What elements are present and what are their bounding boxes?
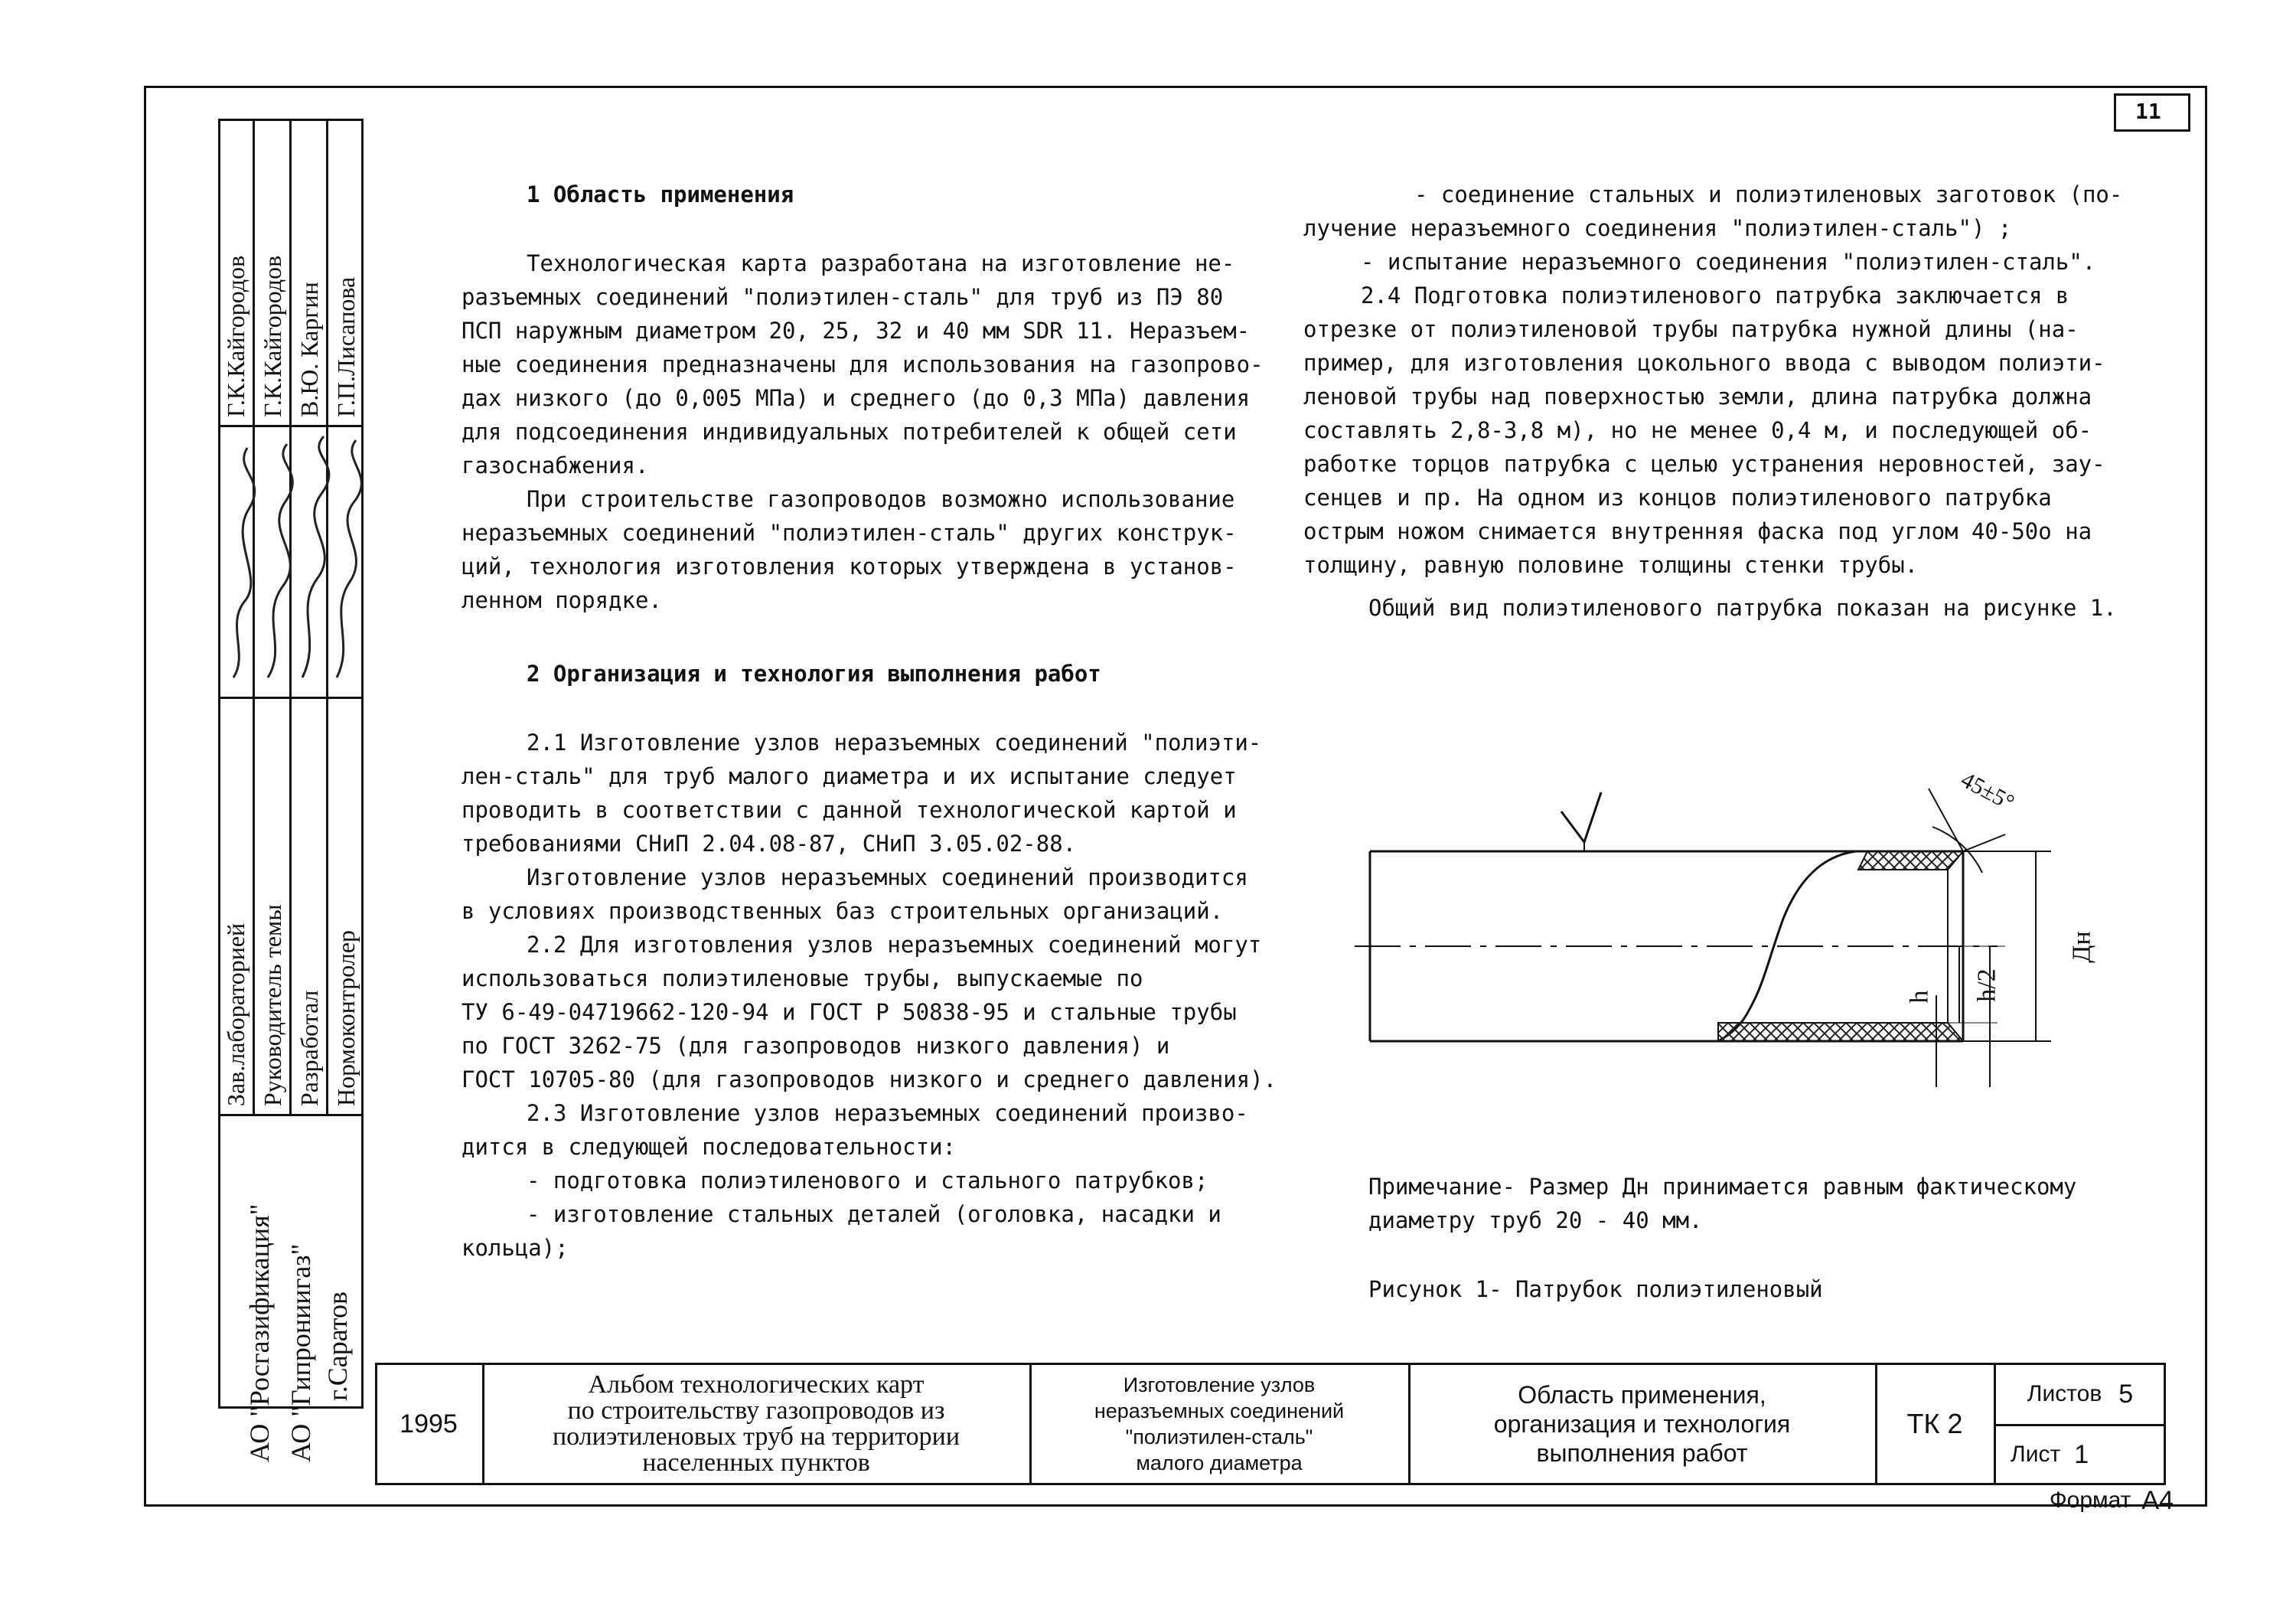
r-line-8: составлять 2,8-3,8 м), но не менее 0,4 м, и последующей об- [1303,417,2092,443]
org-line-3: г.Саратов [322,1292,353,1401]
r-line-6: пример, для изготовления цокольного ввода с выводом полиэти- [1303,350,2105,376]
tb-product [1031,1364,1407,1484]
format-label-value: А4 [2141,1486,2174,1515]
r-line-9: работке торцов патрубка с целью устранения неровностей, зау- [1303,451,2105,477]
r-line-2: лучение неразъемного соединения "полиэтилен-сталь") ; [1303,215,2012,241]
p3-line-6: в условиях производственных баз строительных организаций. [461,898,1224,924]
roughness-mark [1561,792,1601,842]
signature-block [218,425,364,697]
p1-line-5: дах низкого (до 0,005 МПа) и среднего (до 0,3 МПа) давления [461,385,1251,411]
p3-line-11: ГОСТ 10705-80 (для газопроводов низкого и среднего давления). [461,1066,1277,1092]
r-line-1: - соединение стальных и полиэтиленовых заготовок (по- [1414,181,2123,207]
format-label-text: Формат [2049,1487,2131,1513]
tb-album-line-1: Альбом технологических карт [588,1370,925,1399]
r-line-13: Общий вид полиэтиленового патрубка показан на рисунке 1. [1368,595,2117,621]
p1-line-7: газоснабжения. [461,452,649,478]
tb-section-line-3: выполнения работ [1536,1439,1748,1467]
tb-sheets [1995,1364,2165,1424]
tb-sheet-label: Лист [2011,1442,2061,1467]
tb-album [484,1364,1029,1484]
sidebar-role-4: Нормоконтролер [332,929,360,1106]
p1-line-2: разъемных соединений "полиэтилен-сталь" для труб из ПЭ 80 [461,284,1224,310]
tb-sheet-value: 1 [2074,1440,2089,1469]
r-line-5: отрезке от полиэтиленовой трубы патрубка нужной длины (на- [1303,316,2079,342]
tb-product-line-3: "полиэтилен-сталь" [1125,1425,1313,1448]
r-line-10: сенцев и пр. На одном из концов полиэтиленового патрубка [1303,485,2052,511]
p3-line-13: дится в следующей последовательности: [461,1134,957,1160]
r-line-3: - испытание неразъемного соединения "полиэтилен-сталь". [1361,249,2096,275]
tb-section-line-1: Область применения, [1518,1381,1766,1409]
angle-label: 45±5° [1956,766,2019,816]
note-line-2: диаметру труб 20 - 40 мм. [1368,1207,1703,1233]
tb-section-line-2: организация и технология [1493,1410,1791,1438]
r-line-7: леновой трубы над поверхностью земли, длина патрубка должна [1303,384,2092,410]
p2-line-2: неразъемных соединений "полиэтилен-сталь" других конструк- [461,520,1237,546]
tb-product-line-2: неразъемных соединений [1094,1399,1345,1422]
sidebar-name-1: Г.К.Кайгородов [222,255,249,417]
sidebar-role-3: Разработал [295,990,323,1106]
tb-product-line-4: малого диаметра [1136,1452,1303,1474]
p3-line-2: лен-сталь" для труб малого диаметра и их испытание следует [461,763,1237,789]
tb-product-line-1: Изготовление узлов [1123,1373,1316,1396]
tb-album-line-4: населенных пунктов [642,1448,870,1477]
p1-line-1: Технологическая карта разработана на изготовление не- [527,250,1235,276]
hatch-top [1858,851,1963,870]
p2-line-3: ций, технология изготовления которых утверждена в установ- [461,554,1237,580]
p3-line-10: по ГОСТ 3262-75 (для газопроводов низкого давления) и [461,1033,1170,1059]
tb-sheet [1995,1425,2165,1484]
p3-line-9: ТУ 6-49-04719662-120-94 и ГОСТ Р 50838-95 и стальные трубы [461,999,1237,1025]
sidebar-role-2: Руководитель темы [259,904,286,1106]
p2-line-1: При строительстве газопроводов возможно использование [527,486,1235,512]
r-line-11: острым ножом снимается внутренняя фаска под углом 40-50о на [1303,518,2092,544]
p1-line-3: ПСП наружным диаметром 20, 25, 32 и 40 мм SDR 11. Неразъем- [461,318,1251,344]
p3-line-7: 2.2 Для изготовления узлов неразъемных соединений могут [527,932,1262,958]
dim-h-label: h [1905,990,1934,1004]
tb-album-line-2: по строительству газопроводов из [567,1396,945,1425]
tb-album-line-3: полиэтиленовых труб на территории [552,1422,960,1451]
format-label [1944,1485,2174,1516]
note-line-1: Примечание- Размер Дн принимается равным фактическому [1368,1174,2077,1200]
tb-sheets-label: Листов [2027,1381,2102,1406]
r-line-4: 2.4 Подготовка полиэтиленового патрубка заключается в [1361,282,2069,309]
p3-line-4: требованиями СНиП 2.04.08-87, СНиП 3.05.02-88. [461,831,1077,857]
tb-code: ТК 2 [1906,1408,1963,1439]
p1-line-4: ные соединения предназначены для использования на газопрово- [461,351,1264,377]
p3-line-12: 2.3 Изготовление узлов неразъемных соединений произво- [527,1100,1248,1126]
section-2-heading: 2 Организация и технология выполнения работ [527,661,1101,687]
section-1-heading: 1 Область применения [527,181,794,207]
page-number: 11 [2135,99,2161,124]
r-line-12: толщину, равную половине толщины стенки трубы. [1303,552,1919,578]
p3-line-5: Изготовление узлов неразъемных соединений производится [527,864,1248,890]
p3-line-1: 2.1 Изготовление узлов неразъемных соединений "полиэти- [527,730,1262,756]
sidebar-name-4: Г.П.Лисапова [332,276,360,417]
p3-line-14: - подготовка полиэтиленового и стального патрубков; [527,1167,1208,1194]
dim-dn-label: Дн [2067,931,2096,963]
sidebar-name-3: В.Ю. Каргин [295,282,323,417]
tb-year: 1995 [400,1409,458,1438]
tb-section [1410,1364,1874,1484]
dim-h2-label: h/2 [1972,968,2001,1002]
hatch-bottom [1718,1023,1963,1041]
p1-line-6: для подсоединения индивидуальных потребителей к общей сети [461,419,1237,445]
pipe-drawing [1332,766,2143,1118]
figure-caption: Рисунок 1- Патрубок полиэтиленовый [1368,1276,1823,1302]
p3-line-3: проводить в соответствии с данной технологической картой и [461,797,1237,823]
tb-sheets-value: 5 [2118,1380,2134,1409]
p3-line-8: использоваться полиэтиленовые трубы, выпускаемые по [461,965,1143,991]
p3-line-15: - изготовление стальных деталей (оголовка, насадки и [527,1201,1221,1227]
org-line-2: АО "Гипрониигаз" [285,1243,316,1462]
org-line-1: АО "Росгазификация" [244,1203,275,1462]
sidebar-role-1: Зав.лабораторией [222,923,249,1106]
p2-line-4: ленном порядке. [461,587,662,613]
sidebar-name-2: Г.К.Кайгородов [259,255,286,417]
p3-line-16: кольца); [461,1235,569,1261]
